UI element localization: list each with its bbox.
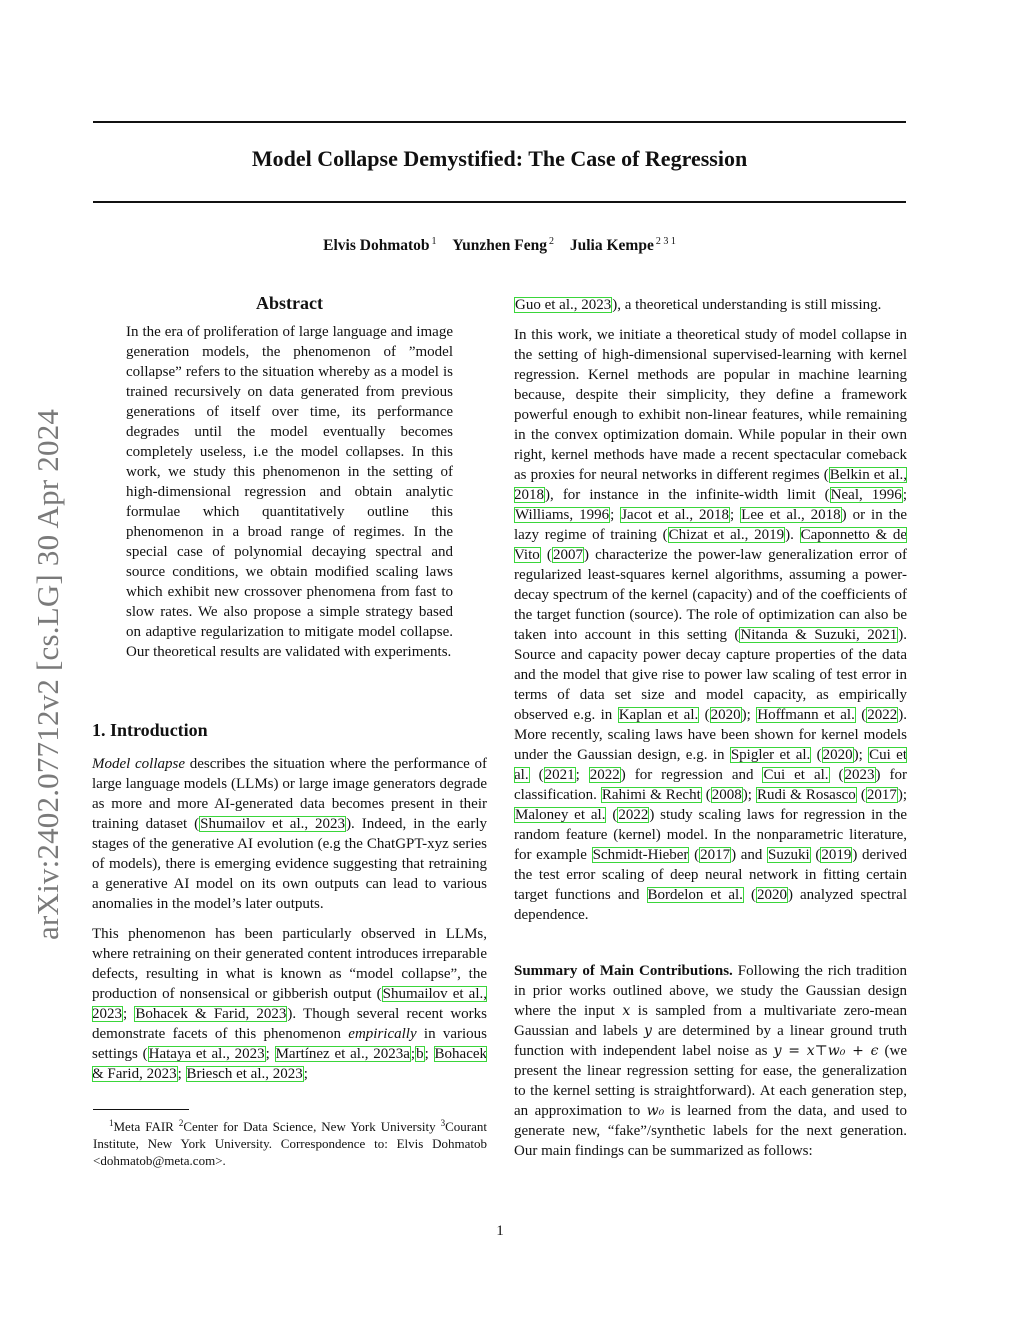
citation-link[interactable]: 2021	[544, 767, 575, 783]
title-rule-bottom	[93, 201, 906, 203]
paragraph-lead-heading: Summary of Main Contributions.	[514, 963, 733, 979]
citation-link[interactable]: 2022	[589, 767, 620, 783]
citation-link[interactable]: 2020	[756, 887, 787, 903]
emphasis: empirically	[348, 1026, 417, 1042]
math-symbol: x	[622, 1003, 631, 1019]
citation-link[interactable]: Bohacek & Farid, 2023	[92, 1046, 488, 1082]
citation-link[interactable]: Bohacek & Farid, 2023	[135, 1006, 287, 1022]
introduction-section	[92, 718, 487, 1094]
author	[323, 237, 436, 254]
citation-link[interactable]: Shumailov et al., 2023	[200, 816, 346, 832]
citation-link[interactable]: 2022	[618, 807, 649, 823]
citation-link[interactable]: Bordelon et al.	[647, 887, 743, 903]
math-equation: y = x⊤w₀ + ϵ	[773, 1043, 879, 1059]
arxiv-identifier-stamp: arXiv:2402.07712v2 [cs.LG] 30 Apr 2024	[30, 408, 65, 940]
citation-link[interactable]: Spigler et al.	[730, 747, 811, 763]
summary-paragraph: Summary of Main Contributions. Following the rich tradition in prior works outlined above, we study the Gaussian design where the input x is sampled from a multivariate zero-mean Gaussian and labels y are determined by a linear ground truth function with independent label noise as y = x⊤w₀ + ϵ (we present the linear regression setting for ease, the generalization to the kernel setting is straightforward). At each generation step, an approximation to w₀ is learned from the data, and used to generate new, “fake”/synthetic labels for the next generation. Our main findings can be summarized as follows:	[514, 963, 907, 1159]
citation-link[interactable]: 2020	[710, 707, 741, 723]
citation-link[interactable]: 2020	[822, 747, 853, 763]
citation-link[interactable]: Neal, 1996	[830, 487, 902, 503]
citation-link[interactable]: 2023	[844, 767, 875, 783]
citation-link[interactable]: Martínez et al., 2023a	[275, 1046, 410, 1062]
math-symbol: y	[643, 1023, 652, 1039]
citation-link[interactable]: 2007	[552, 547, 583, 563]
citation-link[interactable]: 2008	[711, 787, 742, 803]
citation-link[interactable]: 2022	[867, 707, 898, 723]
citation-link[interactable]: Nitanda & Suzuki, 2021	[740, 627, 898, 643]
citation-link[interactable]: Belkin et al., 2018	[514, 467, 907, 503]
page-number: 1	[496, 1223, 504, 1239]
citation-link[interactable]: Cui et al.	[514, 747, 907, 783]
footnote-rule	[93, 1109, 189, 1110]
title-rule-top	[93, 121, 906, 123]
author-list	[93, 236, 906, 255]
abstract-heading: Abstract	[256, 293, 323, 313]
kernel-methods-paragraph: In this work, we initiate a theoretical study of model collapse in the setting of high-dimensional supervised-learning with kernel regression. Kernel methods are popular in machine learning because, despite their simplicity, they define a framework powerful enough to exhibit non-linear features, while remaining in the convex optimization domain. While popular in their own right, kernel methods have made a recent spectacular comeback as proxies for neural networks in different regimes (Belkin et al., 2018), for instance in the infinite-width limit (Neal, 1996; Williams, 1996; Jacot et al., 2018; Lee et al., 2018) or in the lazy regime of training (Chizat et al., 2019). Caponnetto & de Vito (2007) characterize the power-law generalization error of regularized least-squares kernel algorithms, assuming a power-decay spectrum of the kernel (capacity) and of the coefficients of the target function (source). The role of optimization can also be taken into account in this setting (Nitanda & Suzuki, 2021). Source and capacity power decay capture properties of the data and the model that give rise to power law scaling of test error in terms of data set size and model capacity, as empirically observed e.g. in Kaplan et al. (2020); Hoffmann et al. (2022). More recently, scaling laws have been shown for kernel models under the Gaussian design, e.g. in Spigler et al. (2020); Cui et al. (2021; 2022) for regression and Cui et al. (2023) for classification. Rahimi & Recht (2008); Rudi & Rosasco (2017); Maloney et al. (2022) study scaling laws for regression in the random feature (kernel) model. In the nonparametric literature, for example Schmidt-Hieber (2017) and Suzuki (2019) derived the test error scaling of deep neural network in fitting certain target functions and Bordelon et al. (2020) analyzed spectral dependence.	[514, 327, 908, 923]
continued-paragraph: Guo et al., 2023), a theoretical understanding is still missing.	[515, 297, 882, 313]
citation-link[interactable]: 2019	[821, 847, 852, 863]
paper-title: Model Collapse Demystified: The Case of Regression	[251, 146, 748, 171]
author-affiliation: 1	[431, 236, 437, 247]
abstract-section	[126, 292, 453, 662]
abstract-body: In the era of proliferation of large language and image generation models, the phenomenon of ”model collapse” refers to the situation whereby as a model is trained recursively on data generated from previous generations of itself over time, its performance degrades until the model eventually becomes completely useless, i.e the model collapses. In this work, we study this phenomenon in the setting of high-dimensional regression and obtain analytic formulae which quantitatively outline this phenomenon in a broad range of regimes. In the special case of polynomial decaying spectral and source conditions, we obtain modified scaling laws which exhibit new crossover phenomena from fast to slow rates. We also propose a simple strategy based on adaptive regularization to mitigate model collapse. Our theoretical results are validated with experiments.	[126, 324, 453, 660]
citation-link[interactable]: Rudi & Rosasco	[756, 787, 856, 803]
citation-link[interactable]: Williams, 1996	[515, 507, 610, 523]
intro-paragraph-1: Model collapse describes the situation where the performance of large language models (LLMs) or large image generators degrade as more and more AI-generated data becomes present in their training dataset (Shumailov et al., 2023). Indeed, in the early stages of the generative AI evolution (e.g the ChatGPT-xyz series of models), there is emerging evidence suggesting that retraining a generative AI model on its own outputs can lead to various anomalies in the model’s later outputs.	[92, 756, 488, 912]
citation-link[interactable]: Shumailov et al., 2023	[92, 986, 487, 1022]
citation-link[interactable]: Maloney et al.	[515, 807, 606, 823]
citation-link[interactable]: 2017	[866, 787, 897, 803]
author-affiliation: 2	[549, 236, 554, 247]
author-name: Elvis Dohmatob	[323, 237, 430, 254]
citation-link[interactable]: 2017	[700, 847, 731, 863]
citation-link[interactable]: Lee et al., 2018	[741, 507, 841, 523]
intro-paragraph-2: This phenomenon has been particularly observed in LLMs, where retraining on their generated content introduces irreparable defects, resulting in what is known as “model collapse”, the production of nonsensical or gibberish output (Shumailov et al., 2023; Bohacek & Farid, 2023). Though several recent works demonstrate facets of this phenomenon empirically in various settings (Hataya et al., 2023; Martínez et al., 2023a;b; Bohacek & Farid, 2023; Briesch et al., 2023;	[92, 926, 488, 1082]
author	[570, 237, 676, 254]
author-name: Julia Kempe	[569, 237, 654, 254]
citation-link[interactable]: Jacot et al., 2018	[621, 507, 730, 523]
citation-link[interactable]: b	[416, 1046, 424, 1062]
citation-link[interactable]: Chizat et al., 2019	[668, 527, 785, 543]
citation-link[interactable]: Hataya et al., 2023	[148, 1046, 265, 1062]
citation-link[interactable]: Cui et al.	[763, 767, 829, 783]
citation-link[interactable]: Hoffmann et al.	[757, 707, 855, 723]
emphasis: Model collapse	[92, 756, 186, 772]
math-symbol: w₀	[646, 1103, 665, 1119]
citation-link[interactable]: Kaplan et al.	[618, 707, 699, 723]
citation-link[interactable]: Guo et al., 2023	[515, 297, 612, 313]
citation-link[interactable]: Suzuki	[768, 847, 810, 863]
right-column	[514, 295, 907, 1171]
author-name: Yunzhen Feng	[452, 237, 547, 254]
affiliations-footnote: $^1$Meta FAIR $^2$Center for Data Science, New York University $^3$Courant Institute, New York University. Correspondence to: Elvis Dohmatob <dohmatob@meta.com>.	[93, 1118, 487, 1168]
section-heading-introduction: 1. Introduction	[92, 720, 208, 740]
citation-link[interactable]: Rahimi & Recht	[601, 787, 701, 803]
citation-link[interactable]: Caponnetto & de Vito	[514, 527, 908, 563]
citation-link[interactable]: Schmidt-Hieber	[592, 847, 689, 863]
author-affiliation: 2 3 1	[655, 236, 676, 247]
citation-link[interactable]: Briesch et al., 2023	[186, 1066, 303, 1082]
author	[452, 237, 554, 254]
